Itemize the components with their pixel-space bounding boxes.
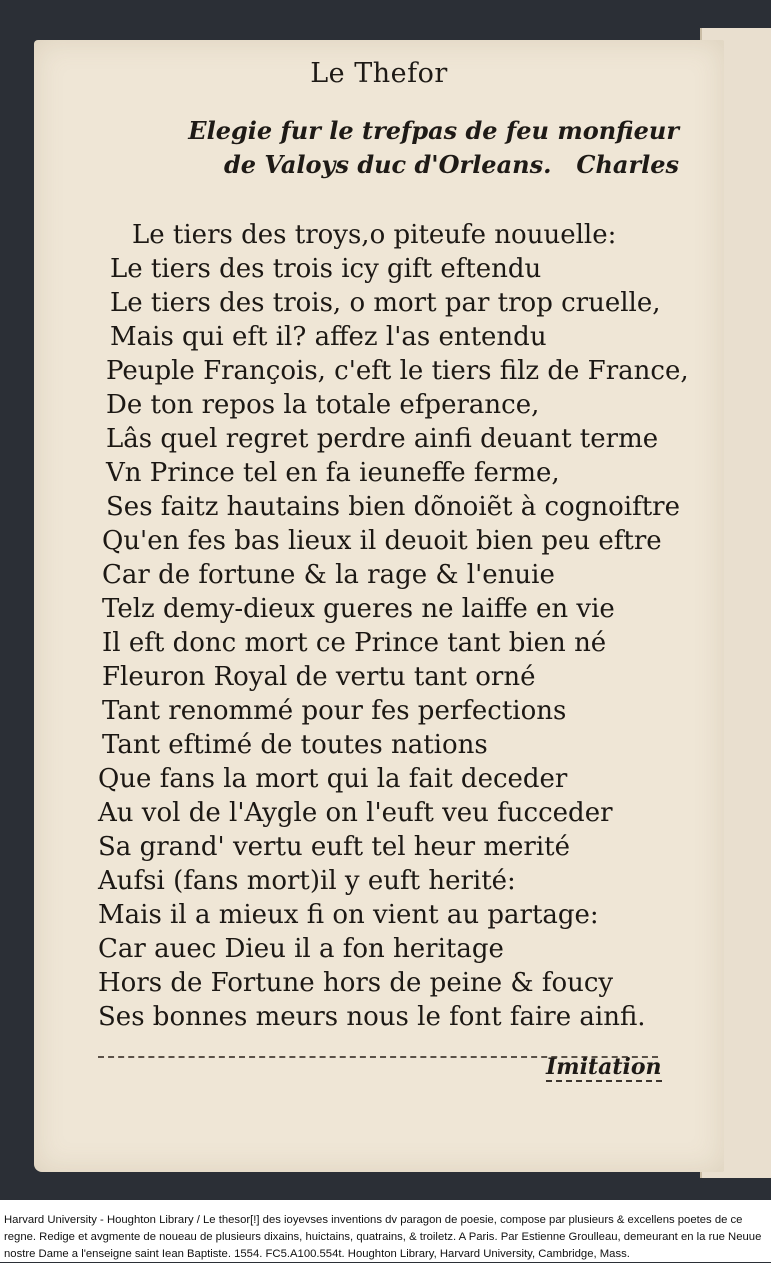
verse-line: Ses bonnes meurs nous le font faire ainfi. — [98, 1002, 646, 1032]
verse-line: Le tiers des trois icy gift eftendu — [110, 254, 542, 284]
catchword: Imitation — [546, 1054, 662, 1080]
verse-line: Aufsi (fans mort)il y euft herité: — [98, 866, 516, 896]
verse-line: Fleuron Royal de vertu tant orné — [102, 662, 536, 692]
verse-line: Tant eftimé de toutes nations — [102, 730, 488, 760]
verse-line: Le tiers des trois, o mort par trop cruelle, — [110, 288, 661, 318]
verse-line: Car de fortune & la rage & l'enuie — [102, 560, 555, 590]
book-page — [34, 40, 724, 1172]
running-head: Le Thefor — [310, 58, 448, 89]
verse-line: Mais il a mieux fi on vient au partage: — [98, 900, 599, 930]
verse-line: Sa grand' vertu euft tel heur merité — [98, 832, 570, 862]
verse-line: Hors de Fortune hors de peine & foucy — [98, 968, 614, 998]
verse-line: Mais qui eft il? affez l'as entendu — [110, 322, 547, 352]
verse-line: De ton repos la totale efperance, — [106, 390, 540, 420]
verse-line: Vn Prince tel en fa ieuneffe ferme, — [106, 458, 560, 488]
poem-title-line-1: Elegie fur le trefpas de feu monfieur Charles — [188, 116, 679, 179]
verse-line: Au vol de l'Aygle on l'euft veu fucceder — [98, 798, 613, 828]
verse-line: Lâs quel regret perdre ainfi deuant terme — [106, 424, 659, 454]
verse-line: Car auec Dieu il a fon heritage — [98, 934, 504, 964]
verse-line: Telz demy-dieux gueres ne laiffe en vie — [102, 594, 615, 624]
poem-title-line-2: de Valoys duc d'Orleans. — [224, 150, 552, 179]
verse-line: Il eft donc mort ce Prince tant bien né — [102, 628, 607, 658]
verse-line: Le tiers des troys,o piteufe nouuelle: — [132, 220, 617, 250]
library-caption: Harvard University - Houghton Library / Le thesor[!] des ioyevses inventions dv paragon de poesie, compose par plusieurs & excellens poetes de ce regne. Redige et avgmente de noueau de plusieurs dixains, huictains, quatrains, & troiletz. A Paris. Par Estienne Groulleau, demeurant en la rue Neuue nostre Dame a l'enseigne saint Iean Baptiste. 1554. FC5.A100.554t. Houghton Library, Harvard University, Cambridge, Mass. — [0, 1200, 771, 1262]
verse-line: Tant renommé pour fes perfections — [102, 696, 567, 726]
verse-line: Peuple François, c'eft le tiers filz de France, — [106, 356, 689, 386]
verse-line: Que fans la mort qui la fait deceder — [98, 764, 568, 794]
verse-line: Qu'en fes bas lieux il deuoit bien peu eftre — [102, 526, 662, 556]
verse-line: Ses faitz hautains bien dõnoiẽt à cognoiftre — [106, 492, 680, 522]
